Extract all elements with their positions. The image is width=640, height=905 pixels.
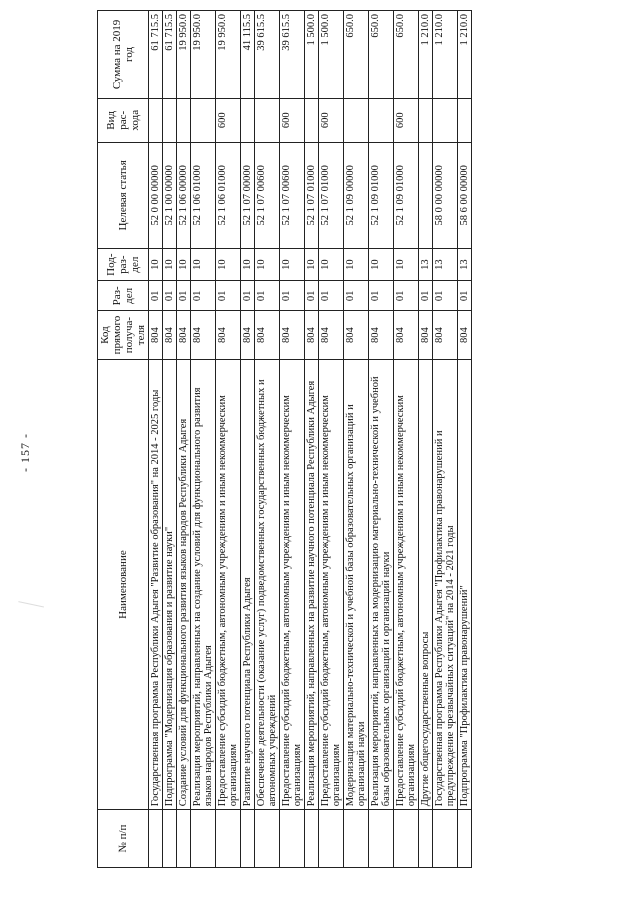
cell-num bbox=[458, 810, 472, 868]
cell-summa: 41 115.5 bbox=[241, 11, 255, 99]
cell-num bbox=[191, 810, 216, 868]
cell-celevaya: 52 1 09 01000 bbox=[394, 142, 419, 248]
cell-vid bbox=[163, 98, 177, 142]
cell-podrazdel: 10 bbox=[369, 248, 394, 280]
table-row bbox=[319, 11, 344, 868]
cell-num bbox=[163, 810, 177, 868]
cell-num bbox=[369, 810, 394, 868]
cell-name: Государственная программа Республики Адыгея "Профилактика правонарушений и предупреждение чрезвычайных ситуаций" на 2014 - 2021 годы bbox=[433, 359, 458, 809]
header-vid: Вид рас-хода bbox=[98, 98, 149, 142]
cell-code: 804 bbox=[433, 311, 458, 360]
cell-razdel: 01 bbox=[241, 281, 255, 311]
cell-razdel: 01 bbox=[305, 281, 319, 311]
cell-podrazdel: 13 bbox=[433, 248, 458, 280]
cell-summa: 19 950.0 bbox=[191, 11, 216, 99]
cell-vid bbox=[177, 98, 191, 142]
cell-name: Создание условий для функционального развития языков народов Республики Адыгея bbox=[177, 359, 191, 809]
cell-summa: 1 500.0 bbox=[305, 11, 319, 99]
cell-razdel: 01 bbox=[163, 281, 177, 311]
cell-vid bbox=[458, 98, 472, 142]
cell-razdel: 01 bbox=[280, 281, 305, 311]
cell-name: Подпрограмма "Профилактика правонарушений" bbox=[458, 359, 472, 809]
cell-razdel: 01 bbox=[433, 281, 458, 311]
cell-name: Другие общегосударственные вопросы bbox=[419, 359, 433, 809]
cell-vid: 600 bbox=[216, 98, 241, 142]
cell-podrazdel: 10 bbox=[255, 248, 280, 280]
table-body bbox=[149, 11, 472, 868]
cell-num bbox=[394, 810, 419, 868]
cell-vid: 600 bbox=[394, 98, 419, 142]
table-row bbox=[394, 11, 419, 868]
cell-celevaya: 52 1 07 01000 bbox=[305, 142, 319, 248]
cell-code: 804 bbox=[216, 311, 241, 360]
cell-num bbox=[305, 810, 319, 868]
cell-vid bbox=[191, 98, 216, 142]
cell-razdel: 01 bbox=[319, 281, 344, 311]
table-row bbox=[191, 11, 216, 868]
cell-code: 804 bbox=[149, 311, 163, 360]
header-name: Наименование bbox=[98, 359, 149, 809]
cell-podrazdel: 10 bbox=[305, 248, 319, 280]
cell-code: 804 bbox=[369, 311, 394, 360]
cell-celevaya: 58 0 00 00000 bbox=[433, 142, 458, 248]
cell-code: 804 bbox=[319, 311, 344, 360]
cell-podrazdel: 13 bbox=[458, 248, 472, 280]
cell-num bbox=[149, 810, 163, 868]
cell-num bbox=[241, 810, 255, 868]
cell-razdel: 01 bbox=[177, 281, 191, 311]
cell-podrazdel: 10 bbox=[149, 248, 163, 280]
cell-razdel: 01 bbox=[216, 281, 241, 311]
cell-code: 804 bbox=[255, 311, 280, 360]
cell-summa: 650.0 bbox=[394, 11, 419, 99]
cell-name: Предоставление субсидий бюджетным, автономным учреждениям и иным некоммерческим организациям bbox=[394, 359, 419, 809]
cell-razdel: 01 bbox=[458, 281, 472, 311]
table-row bbox=[369, 11, 394, 868]
page-number: - 157 - bbox=[18, 433, 32, 472]
cell-podrazdel: 10 bbox=[191, 248, 216, 280]
cell-razdel: 01 bbox=[419, 281, 433, 311]
cell-celevaya: 52 1 06 01000 bbox=[216, 142, 241, 248]
cell-vid: 600 bbox=[280, 98, 305, 142]
cell-podrazdel: 10 bbox=[319, 248, 344, 280]
cell-celevaya: 52 1 09 01000 bbox=[369, 142, 394, 248]
cell-podrazdel: 10 bbox=[280, 248, 305, 280]
table-row bbox=[419, 11, 433, 868]
table-row bbox=[458, 11, 472, 868]
table-row bbox=[177, 11, 191, 868]
table-row bbox=[433, 11, 458, 868]
cell-summa: 19 950.0 bbox=[216, 11, 241, 99]
cell-razdel: 01 bbox=[149, 281, 163, 311]
cell-name: Предоставление субсидий бюджетным, автономным учреждениям и иным некоммерческим организациям bbox=[216, 359, 241, 809]
cell-celevaya: 52 1 07 00600 bbox=[255, 142, 280, 248]
cell-code: 804 bbox=[458, 311, 472, 360]
header-razdel: Раз-дел bbox=[98, 281, 149, 311]
cell-code: 804 bbox=[177, 311, 191, 360]
cell-num bbox=[433, 810, 458, 868]
cell-summa: 1 500.0 bbox=[319, 11, 344, 99]
cell-celevaya: 52 1 09 00000 bbox=[344, 142, 369, 248]
cell-vid bbox=[419, 98, 433, 142]
cell-vid bbox=[344, 98, 369, 142]
budget-table bbox=[97, 10, 472, 868]
header-podrazdel: Под-раз-дел bbox=[98, 248, 149, 280]
cell-num bbox=[255, 810, 280, 868]
cell-name: Обеспечение деятельности (оказание услуг) подведомственных государственных бюджетных и автономных учреждений bbox=[255, 359, 280, 809]
cell-name: Подпрограмма "Модернизация образования и развитие науки" bbox=[163, 359, 177, 809]
cell-podrazdel: 10 bbox=[177, 248, 191, 280]
cell-summa: 19 950.0 bbox=[177, 11, 191, 99]
cell-name: Предоставление субсидий бюджетным, автономным учреждениям и иным некоммерческим организациям bbox=[280, 359, 305, 809]
cell-name: Государственная программа Республики Адыгея "Развитие образования" на 2014 - 2025 годы bbox=[149, 359, 163, 809]
cell-code: 804 bbox=[305, 311, 319, 360]
cell-podrazdel: 13 bbox=[419, 248, 433, 280]
cell-num bbox=[344, 810, 369, 868]
cell-vid bbox=[305, 98, 319, 142]
cell-vid bbox=[433, 98, 458, 142]
cell-name: Реализация мероприятий, направленных на создание условий для функционального развития языков народов Республики Адыгея bbox=[191, 359, 216, 809]
cell-celevaya: 52 0 00 00000 bbox=[149, 142, 163, 248]
cell-razdel: 01 bbox=[394, 281, 419, 311]
cell-code: 804 bbox=[394, 311, 419, 360]
cell-podrazdel: 10 bbox=[163, 248, 177, 280]
cell-name: Реализация мероприятий, направленных на развитие научного потенциала Республики Адыгея bbox=[305, 359, 319, 809]
cell-celevaya: 52 1 06 00000 bbox=[177, 142, 191, 248]
table-row bbox=[255, 11, 280, 868]
cell-code: 804 bbox=[280, 311, 305, 360]
cell-num bbox=[419, 810, 433, 868]
cell-name: Развитие научного потенциала Республики Адыгея bbox=[241, 359, 255, 809]
cell-podrazdel: 10 bbox=[241, 248, 255, 280]
cell-code: 804 bbox=[344, 311, 369, 360]
cell-vid bbox=[149, 98, 163, 142]
cell-vid bbox=[255, 98, 280, 142]
cell-razdel: 01 bbox=[344, 281, 369, 311]
cell-razdel: 01 bbox=[255, 281, 280, 311]
cell-podrazdel: 10 bbox=[344, 248, 369, 280]
cell-num bbox=[216, 810, 241, 868]
cell-podrazdel: 10 bbox=[394, 248, 419, 280]
cell-summa: 650.0 bbox=[344, 11, 369, 99]
table-row bbox=[149, 11, 163, 868]
cell-code: 804 bbox=[163, 311, 177, 360]
table-header-row bbox=[98, 11, 149, 868]
table-row bbox=[163, 11, 177, 868]
header-code: Код прямого получа-теля bbox=[98, 311, 149, 360]
cell-summa: 1 210.0 bbox=[419, 11, 433, 99]
header-num: № п/п bbox=[98, 810, 149, 868]
header-celevaya: Целевая статья bbox=[98, 142, 149, 248]
cell-code: 804 bbox=[419, 311, 433, 360]
cell-celevaya: 58 6 00 00000 bbox=[458, 142, 472, 248]
cell-razdel: 01 bbox=[191, 281, 216, 311]
cell-vid bbox=[241, 98, 255, 142]
cell-celevaya: 52 1 06 01000 bbox=[191, 142, 216, 248]
cell-code: 804 bbox=[241, 311, 255, 360]
cell-num bbox=[177, 810, 191, 868]
cell-num bbox=[319, 810, 344, 868]
cell-celevaya: 52 1 07 00000 bbox=[241, 142, 255, 248]
cell-celevaya: 52 1 07 00600 bbox=[280, 142, 305, 248]
cell-vid: 600 bbox=[319, 98, 344, 142]
cell-summa: 61 715.5 bbox=[149, 11, 163, 99]
cell-name: Реализация мероприятий, направленных на модернизацию материально-технической и учебной базы образовательных организаций и организаций науки bbox=[369, 359, 394, 809]
header-summa: Сумма на 2019 год bbox=[98, 11, 149, 99]
table-row bbox=[241, 11, 255, 868]
cell-celevaya bbox=[419, 142, 433, 248]
cell-razdel: 01 bbox=[369, 281, 394, 311]
cell-summa: 61 715.5 bbox=[163, 11, 177, 99]
table-row bbox=[305, 11, 319, 868]
cell-summa: 1 210.0 bbox=[433, 11, 458, 99]
cell-num bbox=[280, 810, 305, 868]
cell-summa: 650.0 bbox=[369, 11, 394, 99]
cell-vid bbox=[369, 98, 394, 142]
cell-podrazdel: 10 bbox=[216, 248, 241, 280]
cell-name: Модернизация материально-технической и учебной базы образовательных организаций и организаций науки bbox=[344, 359, 369, 809]
cell-celevaya: 52 1 00 00000 bbox=[163, 142, 177, 248]
table-row bbox=[280, 11, 305, 868]
cell-summa: 1 210.0 bbox=[458, 11, 472, 99]
cell-celevaya: 52 1 07 01000 bbox=[319, 142, 344, 248]
cell-summa: 39 615.5 bbox=[255, 11, 280, 99]
table-row bbox=[216, 11, 241, 868]
cell-code: 804 bbox=[191, 311, 216, 360]
cell-name: Предоставление субсидий бюджетным, автономным учреждениям и иным некоммерческим организациям bbox=[319, 359, 344, 809]
table-row bbox=[344, 11, 369, 868]
cell-summa: 39 615.5 bbox=[280, 11, 305, 99]
